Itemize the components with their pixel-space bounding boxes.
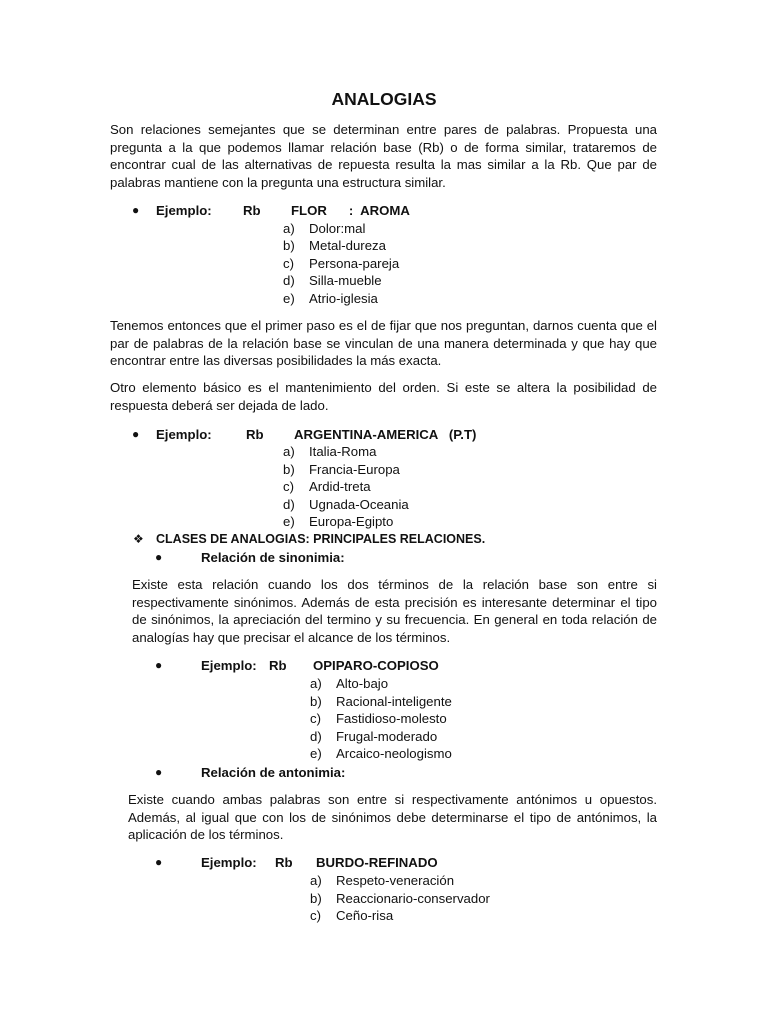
example-label: Ejemplo:: [156, 203, 212, 218]
subsection-heading: Relación de antonimia:: [201, 765, 346, 780]
list-item: e) Atrio-iglesia: [283, 290, 378, 306]
base-pair: FLOR : AROMA: [291, 203, 410, 218]
list-item: b) Reaccionario-conservador: [310, 890, 490, 906]
subsection-heading: Relación de sinonimia:: [201, 550, 345, 565]
list-item: b) Racional-inteligente: [310, 693, 452, 709]
example-label: Ejemplo:: [201, 658, 257, 673]
base-pair: OPIPARO-COPIOSO: [313, 658, 439, 673]
list-item: d) Silla-mueble: [283, 273, 382, 288]
bullet-icon: ●: [132, 427, 140, 441]
page-title: ANALOGIAS: [331, 89, 437, 109]
section-heading: CLASES DE ANALOGIAS: PRINCIPALES RELACIONES.: [156, 532, 486, 546]
example-label: Ejemplo:: [156, 427, 212, 442]
list-item: e) Arcaico-neologismo: [310, 746, 452, 761]
bullet-icon: ●: [155, 658, 163, 672]
rb-label: Rb: [269, 658, 287, 673]
list-item: a) Dolor:mal: [283, 220, 366, 236]
paragraph: Otro elemento básico es el mantenimiento del orden. Si este se altera la posibilidad de respuesta deberá ser dejada de lado.: [110, 380, 657, 413]
list-item: d) Frugal-moderado: [310, 728, 438, 744]
list-item: b) Metal-dureza: [283, 238, 386, 253]
list-item: c) Ardid-treta: [283, 479, 371, 494]
list-item: c) Persona-pareja: [283, 255, 400, 271]
bullet-icon: ●: [155, 550, 163, 564]
bullet-icon: ●: [132, 203, 140, 217]
base-pair: BURDO-REFINADO: [316, 855, 438, 870]
paragraph: Existe esta relación cuando los dos términos de la relación base son entre si respectivamente sinónimos. Además de esta precisión es interesante determinar el tipo de sinónimos, la apreciación del termino y su frecuencia. En general en toda relación de analogías hay que precisar el alcance de los términos.: [132, 577, 657, 645]
diamond-bullet-icon: ❖: [133, 532, 144, 546]
bullet-icon: ●: [155, 765, 163, 779]
rb-label: Rb: [246, 427, 264, 442]
list-item: a) Respeto-veneración: [310, 873, 455, 888]
base-pair: ARGENTINA-AMERICA (P.T): [294, 427, 477, 442]
list-item: d) Ugnada-Oceania: [283, 496, 409, 512]
list-item: c) Ceño-risa: [310, 908, 394, 923]
list-item: c) Fastidioso-molesto: [310, 711, 447, 726]
example-label: Ejemplo:: [201, 855, 257, 870]
bullet-icon: ●: [155, 855, 163, 869]
intro-paragraph: Son relaciones semejantes que se determinan entre pares de palabras. Propuesta una pregunta a la que podemos llamar relación base (Rb) o de forma similar, trataremos de encontrar cual de las alternativas de repuesta resulta la mas similar a la Rb. Que par de palabras mantiene con la pregunta una estructura similar.: [110, 122, 657, 190]
list-item: b) Francia-Europa: [283, 461, 400, 477]
paragraph: Tenemos entonces que el primer paso es el de fijar que nos preguntan, darnos cuenta que el par de palabras de la relación base se vinculan de una manera determinada y que hay que encontrar entre las diversas posibilidades la más exacta.: [110, 318, 657, 369]
rb-label: Rb: [275, 855, 293, 870]
rb-label: Rb: [243, 203, 261, 218]
list-item: e) Europa-Egipto: [283, 514, 394, 529]
list-item: a) Alto-bajo: [310, 676, 389, 691]
paragraph: Existe cuando ambas palabras son entre si respectivamente antónimos u opuestos. Además, al igual que con los de sinónimos debe determinarse el tipo de antónimos, la aplicación de los términos.: [128, 792, 657, 843]
list-item: a) Italia-Roma: [283, 444, 377, 459]
